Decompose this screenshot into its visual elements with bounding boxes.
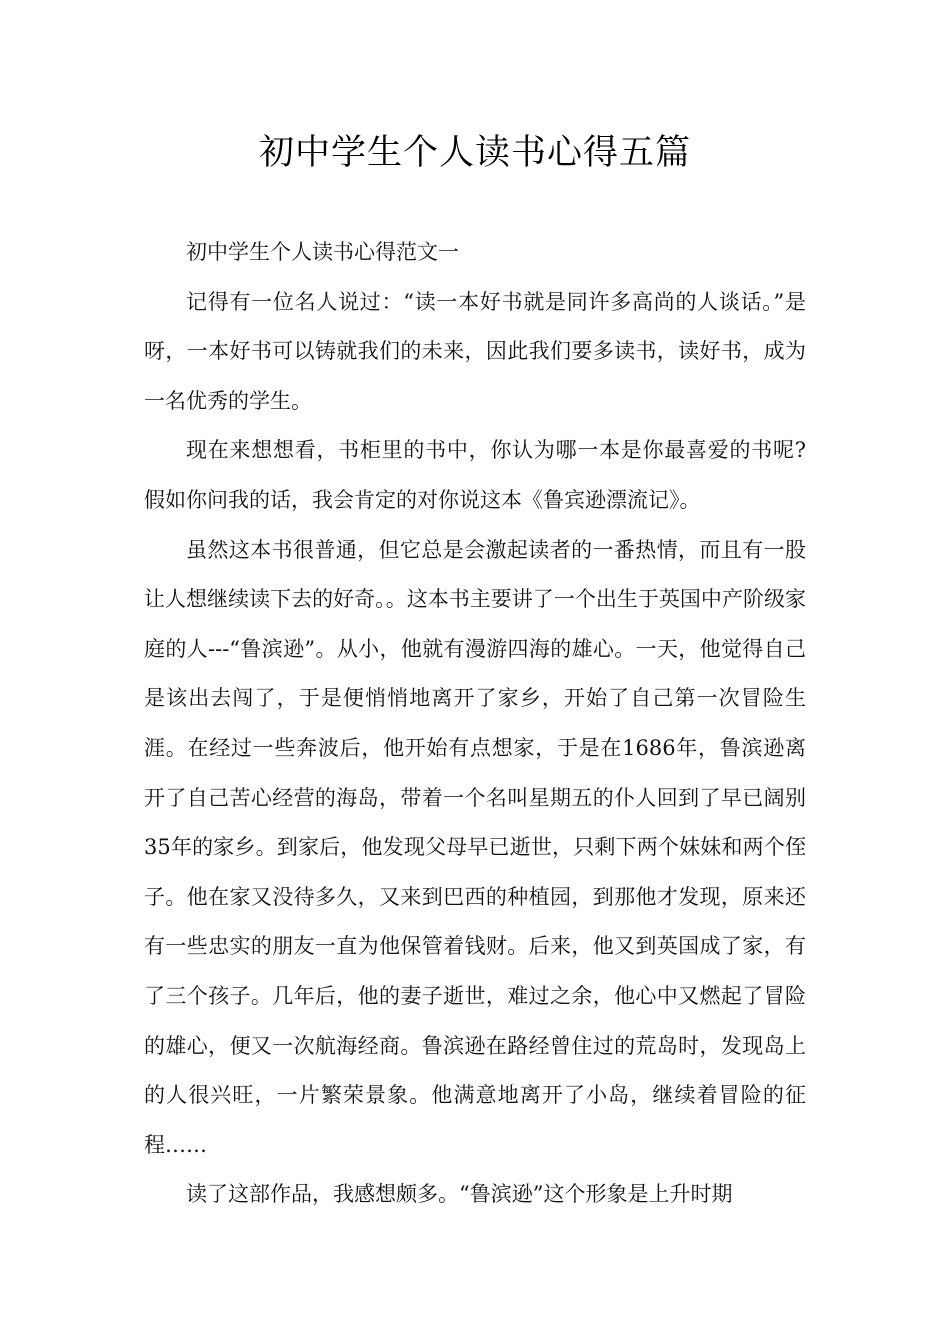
section-heading: 初中学生个人读书心得范文一 <box>186 240 459 264</box>
paragraph: 虽然这本书很普通，但它总是会激起读者的一番热情，而且有一股让人想继续读下去的好奇。。这本书主要讲了一个出生于英国中产阶级家庭的人---“鲁滨逊”。从小，他就有漫游四海的雄心。一天，他觉得自己是该出去闯了，于是便悄悄地离开了家乡，开始了自己第一次冒险生涯。在经过一些奔波后，他开始有点想家，于是在1686年，鲁滨逊离开了自己苦心经营的海岛，带着一个名叫星期五的仆人回到了早已阔别35年的家乡。到家后，他发现父母早已逝世，只剩下两个妹妹和两个侄子。他在家又没待多久，又来到巴西的种植园，到那他才发现，原来还有一些忠实的朋友一直为他保管着钱财。后来，他又到英国成了家，有了三个孩子。几年后，他的妻子逝世，难过之余，他心中又燃起了冒险的雄心，便又一次航海经商。鲁滨逊在路经曾住过的荒岛时，发现岛上的人很兴旺，一片繁荣景象。他满意地离开了小岛，继续着冒险的征程…… <box>144 537 806 1157</box>
document-body <box>144 228 806 1220</box>
paragraph: 现在来想想看，书柜里的书中，你认为哪一本是你最喜爱的书呢?假如你问我的话，我会肯定的对你说这本《鲁宾逊漂流记》。 <box>144 438 806 512</box>
paragraph: 记得有一位名人说过：“读一本好书就是同许多高尚的人谈话。”是呀，一本好书可以铸就我们的未来，因此我们要多读书，读好书，成为一名优秀的学生。 <box>144 289 806 413</box>
document-title: 初中学生个人读书心得五篇 <box>258 133 691 173</box>
paragraph: 读了这部作品，我感想颇多。“鲁滨逊”这个形象是上升时期 <box>186 1182 733 1207</box>
